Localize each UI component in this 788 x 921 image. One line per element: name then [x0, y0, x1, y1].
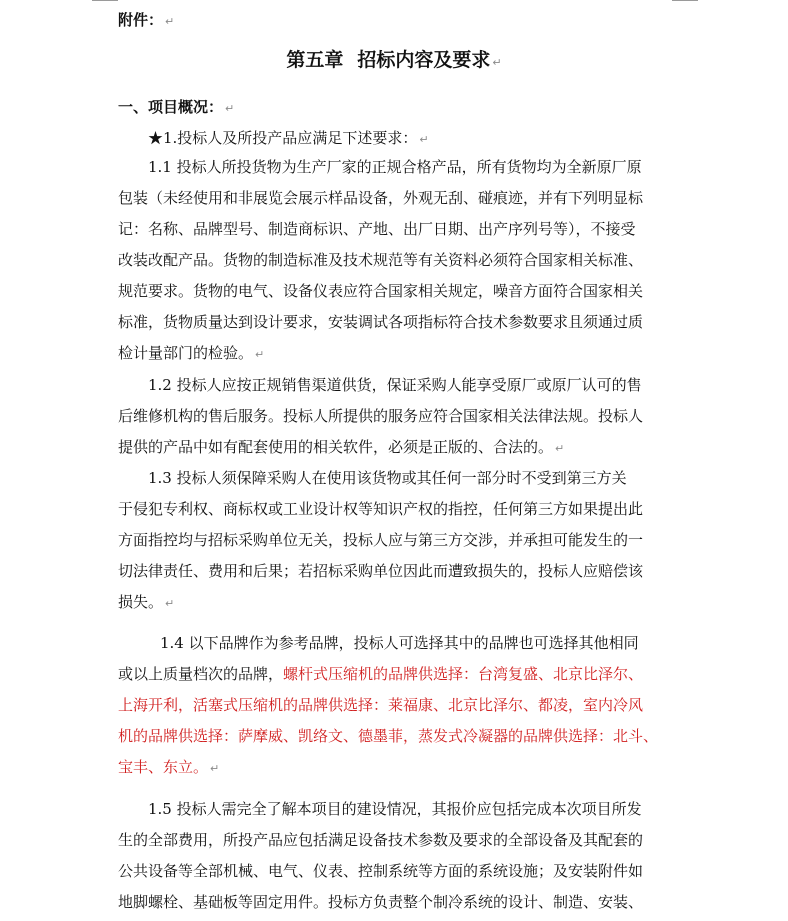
paragraph-line: 方面指控均与招标采购单位无关，投标人应与第三方交涉，并承担可能发生的一 [118, 531, 644, 549]
brand-list-text: 机的品牌供选择：萨摩威、凯络文、德墨菲，蒸发式冷凝器的品牌供选择：北斗、 [118, 727, 659, 745]
page-corner-mark-right [672, 0, 698, 1]
section-heading: 一、项目概况： ↵ [118, 98, 235, 116]
paragraph-line: 或以上质量档次的品牌，螺杆式压缩机的品牌供选择：台湾复盛、北京比泽尔、 [118, 665, 644, 683]
paragraph-line [118, 757, 219, 779]
chapter-title [0, 47, 788, 76]
paragraph-mark-icon: ↵ [210, 762, 220, 775]
paragraph-line: 提供的产品中如有配套使用的相关软件，必须是正版的、合法的。 ↵ [118, 438, 565, 456]
paragraph-mark-icon: ↵ [225, 102, 235, 115]
paragraph-line: 后维修机构的售后服务。投标人所提供的服务应符合国家相关法律法规。投标人 [118, 407, 644, 425]
paragraph-mark-icon: ↵ [255, 348, 265, 361]
paragraph-line: 切法律责任、费用和后果；若招标采购单位因此而遭致损失的，投标人应赔偿该 [118, 562, 644, 580]
paragraph-line: 检计量部门的检验。 ↵ [118, 344, 265, 362]
paragraph-line: 1.5 投标人需完全了解本项目的建设情况，其报价应包括完成本次项目所发 [148, 800, 642, 818]
paragraph-line: 地脚螺栓、基础板等固定用件。投标方负责整个制冷系统的设计、制造、安装、 [118, 893, 644, 911]
item-intro: ★1.投标人及所投产品应满足下述要求： ↵ [148, 129, 429, 147]
paragraph-line: 1.3 投标人须保障采购人在使用该货物或其任何一部分时不受到第三方关 [148, 469, 627, 487]
paragraph-mark-icon: ↵ [555, 442, 565, 455]
page-corner-mark-left [92, 0, 118, 1]
paragraph-line: 改装改配产品。货物的制造标准及技术规范等有关资料必须符合国家相关标准、 [118, 251, 644, 269]
paragraph-mark-icon: ↵ [165, 597, 175, 610]
paragraph-line: 1.1 投标人所投货物为生产厂家的正规合格产品，所有货物均为全新原厂原 [148, 158, 642, 176]
paragraph-line: 于侵犯专利权、商标权或工业设计权等知识产权的指控，任何第三方如果提出此 [118, 500, 644, 518]
paragraph-line: 包装（未经使用和非展览会展示样品设备，外观无刮、碰痕迹，并有下列明显标 [118, 189, 644, 207]
paragraph-line: 1.2 投标人应按正规销售渠道供货，保证采购人能享受原厂或原厂认可的售 [148, 376, 642, 394]
chapter-number: 第五章 [286, 49, 344, 71]
paragraph-line: 记：名称、品牌型号、制造商标识、产地、出厂日期、出产序列号等），不接受 [118, 220, 636, 238]
attachment-label: 附件： ↵ [118, 11, 175, 29]
paragraph-mark-icon: ↵ [419, 133, 429, 146]
paragraph-line: 标准，货物质量达到设计要求，安装调试各项指标符合技术参数要求且须通过质 [118, 313, 644, 331]
paragraph-line: 规范要求。货物的电气、设备仪表应符合国家相关规定，噪音方面符合国家相关 [118, 282, 644, 300]
brand-list-text: 宝丰、东立。 [118, 758, 209, 776]
chapter-name: 招标内容及要求 [357, 49, 491, 71]
paragraph-line: 1.4 以下品牌作为参考品牌，投标人可选择其中的品牌也可选择其他相同 [160, 634, 639, 652]
paragraph-line: 损失。 ↵ [118, 593, 175, 611]
paragraph-line: 生的全部费用，所投产品应包括满足设备技术参数及要求的全部设备及其配套的 [118, 831, 644, 849]
brand-list-text: 螺杆式压缩机的品牌供选择：台湾复盛、北京比泽尔、 [283, 665, 644, 683]
paragraph-mark-icon: ↵ [492, 56, 502, 69]
paragraph-line: 公共设备等全部机械、电气、仪表、控制系统等方面的系统设施；及安装附件如 [118, 862, 644, 880]
paragraph-mark-icon: ↵ [165, 15, 175, 28]
brand-list-text: 上海开利，活塞式压缩机的品牌供选择：莱福康、北京比泽尔、都凌，室内冷风 [118, 696, 644, 714]
